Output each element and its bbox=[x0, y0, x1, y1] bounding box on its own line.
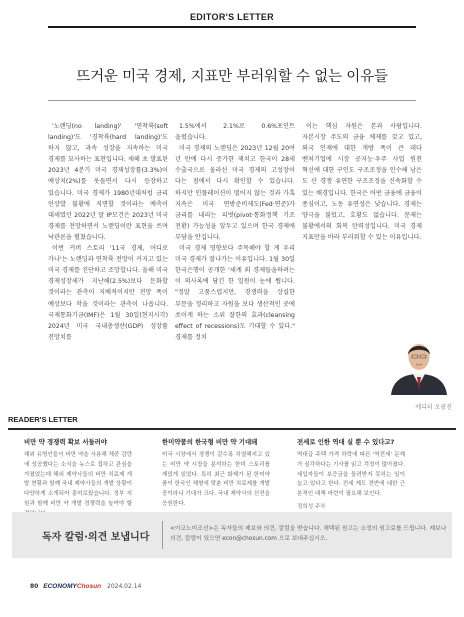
reader-letter bbox=[297, 437, 405, 510]
reader-section-label: READER'S LETTER bbox=[8, 415, 78, 424]
issue-date: 2024.02.14 bbox=[107, 583, 142, 590]
letter-author: 정희성 주부 bbox=[297, 503, 326, 510]
column-paragraph: 미국 경제 영향보다 주목해야 할 게 우리 미국 경제가 잘나가는 이유입니다. 1월 30일 한국은행이 공개한 '세계 외 경제들을하려는 이 의사록에 담긴 한 일원이 눈에 띕니다. "정말 고품스럽지만, 경쟁력을 상실한 부문을 정리하고 자원을 보다 생산적인 곳에 쏘이게 하는 소위 잘한의 효과(cleansing effect of recessions)도 기대할 수 있다." 경제를 정치 bbox=[175, 245, 295, 341]
magazine-logo-suffix: Chosun bbox=[76, 583, 102, 590]
column-paragraph: 미국 경제의 노랜딩은 2023년 12월 20여 년 만에 다시 증가한 제치고 한국이 28세 수출국으로 올라선 미국 경제의 고성장이 다는 점에서 다시 확인할 수 있습니다. 하지만 인플레이션이 떨어지 않는 것과 가혹 지속은 미국 연방준비제도(Fed·연준)가 금리를 내리는 피벗(pivot·통화정책 기조 전환) 가능성을 앞두고 있으며 한국 경제에 부담을 안깁니다. bbox=[175, 145, 295, 241]
article-headline: 뜨거운 미국 경제, 지표만 부러워할 수 없는 이유들 bbox=[76, 69, 388, 85]
section-label: EDITOR'S LETTER bbox=[190, 12, 274, 22]
article-column-1 bbox=[48, 121, 168, 343]
column-paragraph: 1.5%에서 2.1%로 0.6%포인트 올렸습니다. bbox=[175, 123, 295, 142]
reader-rule bbox=[8, 428, 456, 430]
letter-title: 한미약품의 한국형 비만 약 기대돼 bbox=[162, 438, 258, 446]
submission-title: 독자 칼럼·의견 보냅니다 bbox=[42, 532, 150, 543]
headline-rule bbox=[48, 100, 416, 101]
submission-divider bbox=[162, 521, 163, 549]
editor-portrait bbox=[387, 333, 451, 395]
letter-body: 미국 시장에서 경쟁이 갈수록 치열해지고 있는 비만 약 시장을 분석하는 한미 스토리를 재밌게 읽었다. 특히 최근 화제가 된 한미약품이 한국인 체형에 맞춘 비만 치료제를 개발 중이라니 기대가 크다. 국내 제약사의 선전을 응원한다. bbox=[162, 452, 270, 507]
letter-title: 비만 약 경쟁력 확보 서둘러야 bbox=[24, 438, 107, 446]
page-number: 80 bbox=[30, 583, 39, 590]
column-paragraph: '노랜딩(no landing)' '연착륙(soft landing)'도 '경착륙(hard landing)'도 하지 않고, 과속 성장을 지속하는 미국 경제를 묘사하는 표현입니다. 새해 초 발표된 2023년 4분기 미국 경제성장률(3.3%)이 예상치(2%)를 웃돌면서 다시 등장하고 있습니다. 미국 경제가 1980년대처럼 금리 인상발 불황에 직면할 것이라는 예측이 대세였던 2022년 말 IP모건은 2023년 미국 경제를 전망하면서 노랜딩이란 표현을 쓰며 낙관론을 펼쳤습니다. bbox=[48, 123, 168, 241]
article-column-2 bbox=[175, 121, 295, 343]
article-column-3 bbox=[302, 121, 422, 243]
letter-title: 전세로 인한 역대 실 뿐 수 있다고? bbox=[297, 438, 395, 446]
column-paragraph: 이는 핵심 자원은 본과 사람입니다. 자본시장 주도의 금융 체제를 갖고 있고, 외국 인재에 대한 개방 폭이 큰 데다 벤처기업에 시장 공지능·우주 사업 원천 혁신에 대한 구인도 구조조정을 인수해 남은 도 산 경쟁 유연한 구조조정을 신속화할 수 있는 배경입니다. 한국은 어떤 금융에 금융이 종심이고, 노동 유연성은 낮습니다. 경제는 양극을 불렀고, 호황도 없습니다. 문제는 불황에서의 회복 탄력성입니다. 미국 경제 지표만을 바라 부러워할 수 있는 이유입니다. bbox=[302, 123, 422, 241]
letter-body: 역대급 주택 가격 하락에 따른 '역전세' 문제가 심각하다는 기사를 읽고 걱정이 많아졌다. 세입자들이 보증금을 돌려받지 못하는 일이 늘고 있다고 한다. 전세 제도 전반에 대한 근본적인 대책 마련이 필요해 보인다. bbox=[297, 452, 405, 498]
portrait-caption: 에디터 오광진 bbox=[415, 404, 452, 411]
reader-letter bbox=[162, 437, 270, 520]
page-footer bbox=[30, 583, 141, 590]
column-paragraph: 이번 커버 스토리 '11국 경제, 어디로 가나'는 노랜딩과 연착륙 전망이 커지고 있는 미국 경제를 진단하고 조망합니다. 올해 미국 경제성장세가 지난해(2.5%)보다 둔화할 것이라는 관측이 지배적이지만 전망 폭이 예상보다 작을 것이라는 관측이 나옵니다. 국제통화기금(IMF)은 1월 30일(현지시각) 2024년 미국 국내총생산(GDP) 성장률 전망치를 bbox=[48, 245, 168, 341]
submission-text: <이코노미조선>은 독자들의 제보와 의견, 칼럼을 받습니다. 채택된 원고는 소정의 원고료를 드립니다. 제보나 의견, 칼럼이 있으면 econ@chosun.com 으로 보내주십시오. bbox=[170, 526, 447, 542]
header-rule bbox=[48, 26, 416, 28]
magazine-logo: ECONOMY bbox=[43, 583, 77, 590]
reader-submission-box bbox=[12, 512, 452, 558]
letter-body: 해외 유명인들이 비만 약을 사용해 체중 감량에 성공했다는 소식을 뉴스로 접하고 관심을 가졌었는데 해외 제약사들의 비만 치료제 개발 현황과 함께 국내 제약사들의 개발 상황이 다양하게 소개되어 흥미로웠습니다. 정부 지원과 함께 비만 약 개발 경쟁력을 높여야 할 bbox=[24, 452, 132, 507]
